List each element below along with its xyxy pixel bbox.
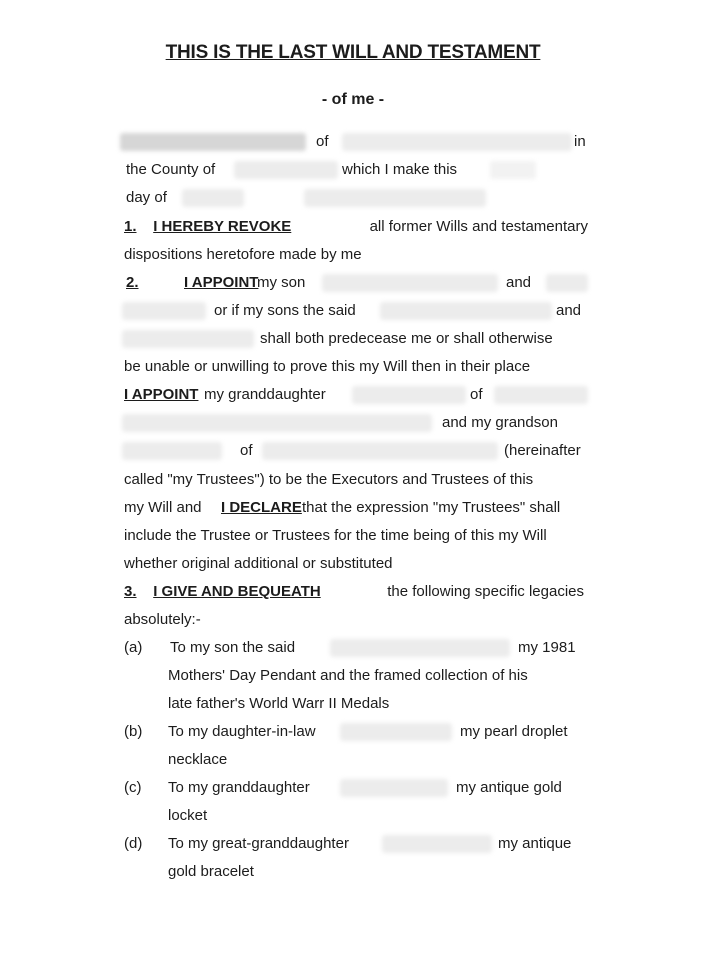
redacted-year	[304, 189, 486, 207]
item-a-line-3	[168, 693, 584, 715]
item-d-line2-text: gold bracelet	[168, 863, 254, 880]
clause3-number: 3.	[124, 583, 137, 600]
clause2-of2: of	[240, 442, 253, 459]
clause2-granddaughter: my granddaughter	[204, 386, 326, 403]
item-c-suffix: my antique gold	[456, 779, 562, 796]
redacted-item-c-name	[340, 779, 448, 797]
preamble-in: in	[574, 133, 586, 150]
clause2-predecease: shall both predecease me or shall otherwise	[260, 330, 553, 347]
redacted-son2-first	[546, 274, 588, 292]
item-c-line-1	[168, 777, 584, 799]
item-b-label: (b)	[124, 723, 143, 740]
item-b-line2-text: necklace	[168, 751, 228, 768]
item-b-prefix: To my daughter-in-law	[168, 723, 316, 740]
clause2-heading: I APPOINT	[184, 274, 259, 291]
clause2-line-3	[124, 328, 588, 350]
clause2-of1: of	[470, 386, 483, 403]
redacted-address	[342, 133, 572, 151]
preamble-line-3	[124, 187, 588, 209]
item-a-prefix: To my son the said	[170, 639, 296, 656]
clause2-line-9	[124, 497, 588, 519]
item-c-line-2	[168, 805, 584, 827]
item-b-line-2	[168, 749, 584, 771]
clause2-line-11	[124, 553, 588, 575]
clause1-text-1: all former Wills and testamentary	[369, 218, 588, 235]
document-title: THIS IS THE LAST WILL AND TESTAMENT	[165, 42, 541, 63]
clause2-line-10	[124, 525, 588, 547]
item-a-suffix: my 1981	[518, 639, 576, 656]
item-b-line-1	[168, 721, 584, 743]
redacted-son2-said	[122, 330, 254, 348]
item-a-label: (a)	[124, 639, 143, 656]
redacted-item-a-name	[330, 639, 510, 657]
item-c-line2-text: locket	[168, 807, 208, 824]
item-d-line-2	[168, 861, 584, 883]
clause2-declare: I DECLARE	[221, 499, 302, 516]
clause1-heading: I HEREBY REVOKE	[153, 218, 292, 235]
clause2-my-son: my son	[257, 274, 306, 291]
clause3-heading-wrap	[124, 581, 321, 603]
item-c-prefix: To my granddaughter	[168, 779, 310, 796]
clause3-line-1	[124, 581, 584, 603]
clause2-unable: be unable or unwilling to prove this my Will then in their place	[124, 358, 531, 375]
redacted-county	[234, 161, 338, 179]
preamble-of: of	[316, 133, 329, 150]
clause2-and-grandson: and my grandson	[442, 414, 558, 431]
redacted-month	[182, 189, 244, 207]
redacted-item-b-name	[340, 723, 452, 741]
preamble-county: the County of	[126, 161, 216, 178]
clause2-and: and	[506, 274, 532, 291]
clause2-line-5	[124, 384, 588, 406]
clause3-text-2: absolutely:-	[124, 611, 201, 628]
redacted-son-said	[380, 302, 552, 320]
document-subtitle: - of me -	[321, 91, 385, 108]
clause2-or-if: or if my sons the said	[214, 302, 356, 319]
redacted-item-d-name	[382, 835, 492, 853]
redacted-name	[120, 133, 306, 151]
clause1-line-1	[124, 216, 588, 238]
redacted-grandson-name	[122, 442, 222, 460]
preamble-which-make: which I make this	[342, 161, 458, 178]
clause2-expression: that the expression "my Trustees" shall	[302, 499, 561, 516]
clause2-my-will-and: my Will and	[124, 499, 202, 516]
item-a-line-1	[168, 637, 584, 659]
item-a-line-2	[168, 665, 584, 687]
clause2-line-8	[124, 469, 588, 491]
redacted-son2-last	[122, 302, 206, 320]
preamble-line-2	[124, 159, 588, 181]
redacted-granddaughter-addr2	[122, 414, 432, 432]
clause2-line-7	[124, 440, 588, 462]
clause2-number: 2.	[126, 274, 139, 291]
clause1-line-2	[124, 244, 588, 266]
clause1-text-2: dispositions heretofore made by me	[124, 246, 362, 263]
clause2-line-6	[124, 412, 588, 434]
clause2-and2: and	[556, 302, 582, 319]
clause3-line-2	[124, 609, 588, 631]
item-d-label: (d)	[124, 835, 143, 852]
clause2-line-1	[124, 272, 588, 294]
clause1-number: 1.	[124, 218, 137, 235]
redacted-date	[490, 161, 536, 179]
preamble-line-1	[124, 131, 588, 153]
clause1-heading-wrap	[124, 216, 291, 238]
item-a-line2-text: Mothers' Day Pendant and the framed collection of his	[168, 667, 528, 684]
clause2-line-4	[124, 356, 588, 378]
redacted-granddaughter-addr1	[494, 386, 588, 404]
item-a-line3-text: late father's World Warr II Medals	[168, 695, 390, 712]
preamble-day-of: day of	[126, 189, 167, 206]
item-d-prefix: To my great-granddaughter	[168, 835, 349, 852]
redacted-granddaughter-name	[352, 386, 466, 404]
clause2-line-2	[124, 300, 588, 322]
item-c-label: (c)	[124, 779, 142, 796]
clause2-hereinafter: (hereinafter	[504, 442, 581, 459]
item-d-suffix: my antique	[498, 835, 572, 852]
clause2-called: called "my Trustees") to be the Executors and Trustees of this	[124, 471, 534, 488]
clause2-appoint2: I APPOINT	[124, 386, 199, 403]
clause3-heading: I GIVE AND BEQUEATH	[153, 583, 321, 600]
clause3-text-1: the following specific legacies	[387, 583, 584, 600]
redacted-grandson-addr	[262, 442, 498, 460]
redacted-son-name	[322, 274, 498, 292]
clause2-include: include the Trustee or Trustees for the time being of this my Will	[124, 527, 547, 544]
clause2-whether: whether original additional or substituted	[124, 555, 393, 572]
item-b-suffix: my pearl droplet	[460, 723, 568, 740]
item-d-line-1	[168, 833, 584, 855]
